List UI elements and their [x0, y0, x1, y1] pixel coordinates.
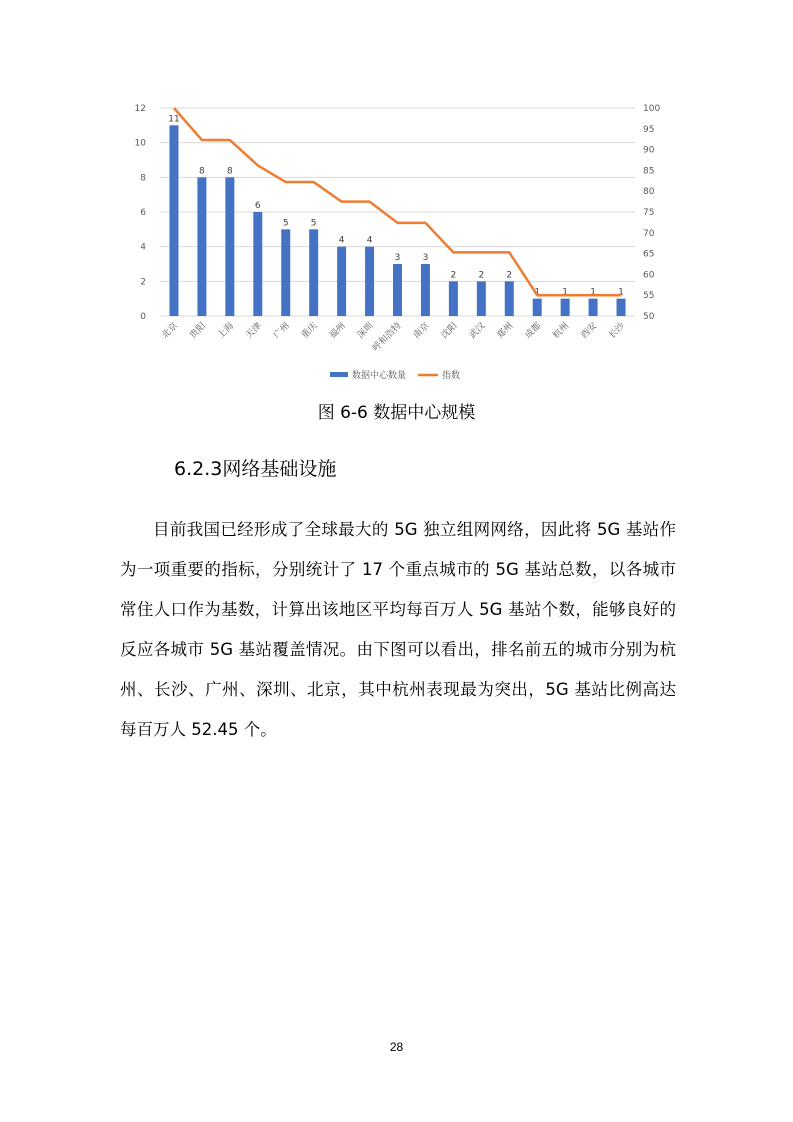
y-right-tick-label: 80: [643, 187, 655, 198]
y-right-tick-label: 85: [643, 166, 655, 177]
y-right-tick-label: 70: [643, 228, 655, 239]
bar-data-label: 3: [394, 253, 401, 263]
x-tick-label: 郑州: [495, 321, 516, 341]
bar: [561, 299, 570, 316]
x-tick-label: 沈阳: [439, 321, 460, 341]
bar-data-label: 2: [506, 270, 513, 281]
x-tick-label: 广州: [272, 321, 292, 341]
legend-label-bar: 数据中心数量: [352, 371, 407, 381]
bar-data-label: 11: [168, 114, 180, 125]
bar: [169, 125, 178, 316]
y-right-tick-label: 65: [643, 249, 655, 260]
bar: [449, 281, 458, 316]
x-tick-label: 西安: [579, 321, 600, 341]
legend-label-line: 指数: [442, 371, 461, 381]
y-right-tick-label: 60: [643, 270, 655, 281]
x-tick-label: 杭州: [551, 321, 572, 341]
bar: [533, 299, 542, 316]
x-tick-label: 北京: [160, 321, 181, 341]
bar: [365, 247, 374, 316]
bar-data-label: 2: [478, 270, 485, 281]
x-tick-label: 天津: [244, 321, 264, 341]
x-tick-label: 武汉: [467, 321, 488, 341]
y-left-tick-label: 12: [134, 104, 146, 114]
body-paragraph: 目前我国已经形成了全球最大的 5G 独立组网网络，因此将 5G 基站作为一项重要的指标，分别统计了 17 个重点城市的 5G 基站总数，以各城市常住人口作为基数，计算出该地区平均每百万人 5G 基站个数，能够良好的反应各城市 5G 基站覆盖情况。由下图可以看出，排名前五的城市分别为杭州、长沙、广州、深圳、北京，其中杭州表现最为突出，5G 基站比例高达每百万人 52.45 个。: [120, 520, 676, 739]
bar-data-label: 8: [226, 166, 233, 177]
bar-data-label: 6: [254, 201, 261, 211]
y-right-tick-label: 50: [643, 312, 655, 322]
data-center-chart: [120, 92, 680, 392]
bar: [477, 281, 486, 316]
bar-data-label: 1: [590, 287, 596, 298]
x-tick-label: 南京: [411, 321, 432, 341]
x-tick-label: 长沙: [607, 321, 628, 341]
bar-data-label: 3: [422, 253, 429, 263]
x-tick-label: 贵阳: [188, 321, 209, 341]
bar-data-label: 4: [366, 235, 373, 246]
y-left-tick-label: 8: [140, 173, 146, 184]
bar: [225, 177, 234, 316]
bar: [281, 229, 290, 316]
bar-data-label: 2: [450, 270, 457, 281]
x-tick-label: 上海: [216, 321, 236, 341]
bar: [393, 264, 402, 316]
bar-data-label: 5: [282, 218, 289, 229]
legend-swatch-bar: [330, 372, 348, 377]
bar-data-label: 4: [338, 235, 345, 246]
y-right-tick-label: 90: [643, 145, 655, 156]
y-right-tick-label: 75: [643, 208, 655, 218]
figure-caption: 图 6-6 数据中心规模: [317, 403, 476, 423]
y-left-tick-label: 6: [140, 208, 146, 218]
x-tick-label: 福州: [327, 321, 348, 341]
bar: [505, 281, 514, 316]
y-left-tick-label: 4: [140, 242, 146, 253]
bar-data-label: 8: [199, 166, 205, 177]
x-tick-label: 深圳: [355, 321, 376, 341]
bar-data-label: 5: [310, 218, 317, 229]
bar: [197, 177, 206, 316]
y-left-tick-label: 0: [140, 312, 146, 322]
y-right-tick-label: 55: [643, 291, 655, 302]
section-heading: 6.2.3网络基础设施: [174, 458, 337, 480]
bar-data-label: 1: [562, 287, 569, 298]
bar: [589, 299, 598, 316]
x-tick-label: 呼和浩特: [371, 321, 404, 354]
bar: [337, 247, 346, 316]
page-number: 28: [389, 1040, 404, 1054]
bar-data-label: 1: [534, 287, 541, 298]
bar: [309, 229, 318, 316]
bar: [253, 212, 262, 316]
y-right-tick-label: 95: [643, 124, 655, 135]
bar: [617, 299, 626, 316]
y-left-tick-label: 10: [134, 138, 146, 149]
bar-data-label: 1: [618, 287, 624, 298]
y-left-tick-label: 2: [140, 277, 146, 288]
x-tick-label: 成都: [523, 321, 544, 341]
bar: [421, 264, 430, 316]
y-right-tick-label: 100: [643, 104, 661, 114]
x-tick-label: 重庆: [299, 321, 320, 341]
